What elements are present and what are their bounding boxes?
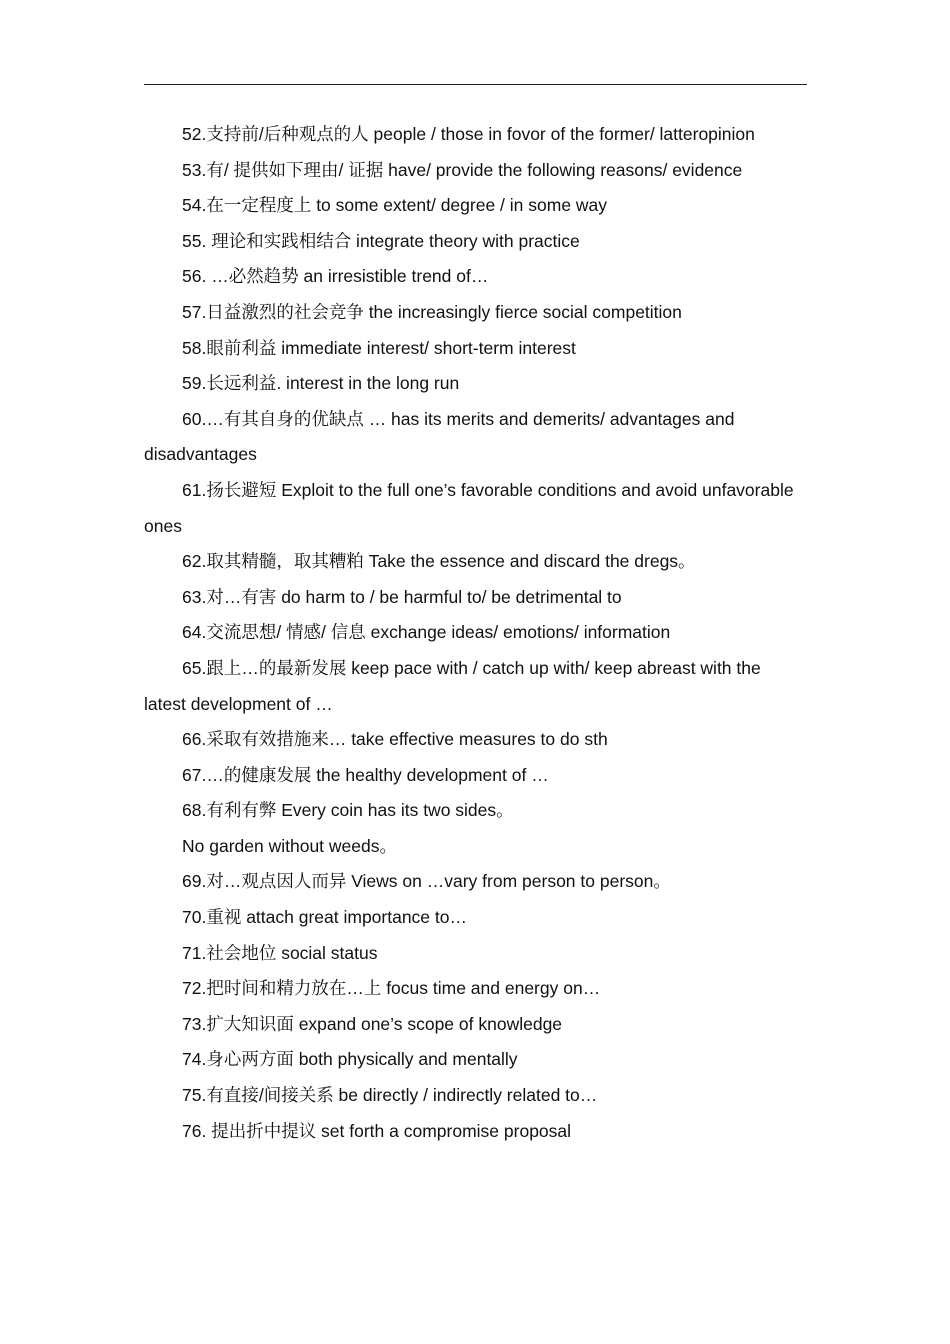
phrase-entry-75: 75.有直接/间接关系 be directly / indirectly related to…: [182, 1085, 598, 1106]
phrase-entry-69: 69.对…观点因人而异 Views on …vary from person to person。: [182, 871, 671, 892]
phrase-entry-56: 56. …必然趋势 an irresistible trend of…: [182, 266, 489, 287]
phrase-entry-70: 70.重视 attach great importance to…: [182, 907, 467, 928]
phrase-entry-61: 61.扬长避短 Exploit to the full one’s favorable conditions and avoid unfavorable ones: [144, 479, 794, 536]
phrase-entry-62: 62.取其精髓，取其糟粕 Take the essence and discard the dregs。: [182, 551, 696, 572]
phrase-list: [144, 117, 804, 1149]
phrase-entry-63: 63.对…有害 do harm to / be harmful to/ be detrimental to: [182, 586, 622, 607]
phrase-entry-64: 64.交流思想/ 情感/ 信息 exchange ideas/ emotions/ information: [182, 622, 671, 643]
phrase-entry-53: 53.有/ 提供如下理由/ 证据 have/ provide the following reasons/ evidence: [182, 159, 743, 180]
phrase-entry-73: 73.扩大知识面 expand one’s scope of knowledge: [182, 1013, 563, 1034]
phrase-entry-68-continued: No garden without weeds。: [182, 835, 397, 856]
phrase-entry-52: 52.支持前/后种观点的人 people / those in fovor of the former/ latteropinion: [182, 124, 755, 144]
phrase-entry-54: 54.在一定程度上 to some extent/ degree / in some way: [182, 195, 608, 216]
phrase-entry-74: 74.身心两方面 both physically and mentally: [182, 1049, 518, 1070]
phrase-entry-55: 55. 理论和实践相结合 integrate theory with practice: [182, 230, 580, 251]
phrase-entry-72: 72.把时间和精力放在…上 focus time and energy on…: [182, 978, 601, 999]
phrase-entry-67: 67.…的健康发展 the healthy development of …: [182, 764, 549, 785]
phrase-entry-57: 57.日益激烈的社会竞争 the increasingly fierce social competition: [182, 301, 682, 322]
phrase-entry-68: 68.有利有弊 Every coin has its two sides。: [182, 800, 514, 821]
phrase-entry-71: 71.社会地位 social status: [182, 942, 378, 963]
header-rule: [144, 84, 807, 85]
phrase-entry-58: 58.眼前利益 immediate interest/ short-term interest: [182, 337, 576, 358]
phrase-entry-65: 65.跟上…的最新发展 keep pace with / catch up with/ keep abreast with the latest development of …: [144, 657, 761, 714]
phrase-entry-76: 76. 提出折中提议 set forth a compromise proposal: [182, 1120, 572, 1141]
phrase-entry-60: 60.…有其自身的优缺点 … has its merits and demerits/ advantages and disadvantages: [144, 408, 735, 465]
phrase-entry-66: 66.采取有效措施来… take effective measures to do sth: [182, 729, 608, 750]
phrase-entry-59: 59.长远利益. interest in the long run: [182, 373, 460, 394]
